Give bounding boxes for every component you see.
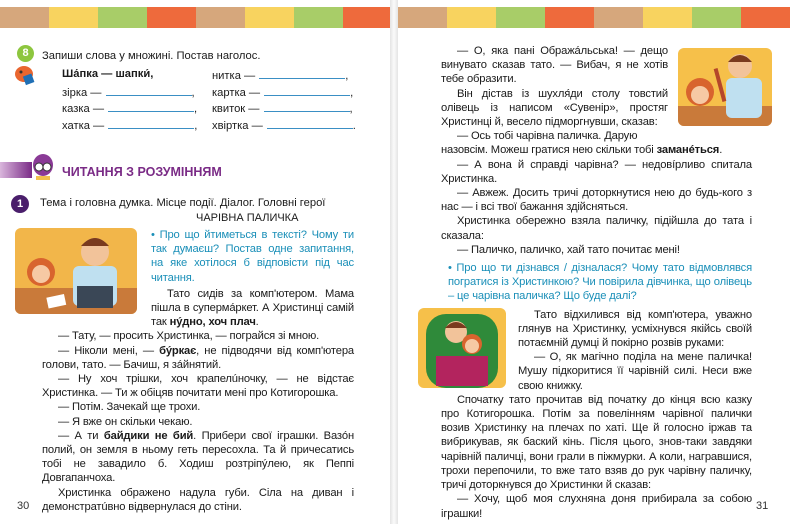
answer-blank[interactable] bbox=[264, 101, 350, 112]
stripe-block bbox=[245, 7, 294, 28]
answer-blank[interactable] bbox=[264, 85, 350, 96]
stripe-block bbox=[545, 7, 594, 28]
stripe-block bbox=[196, 7, 245, 28]
story-flow-right bbox=[441, 44, 752, 521]
text-segment: Тато відхилився від комп'ютера, уважно глянув на Христинку, усміхнувся якійсь своїй потаємній думці й покірно розвів руками: bbox=[518, 308, 752, 350]
word: казка — bbox=[62, 103, 105, 116]
stripe-block bbox=[343, 7, 390, 28]
paragraph bbox=[42, 486, 354, 514]
word: квиток — bbox=[212, 103, 260, 116]
exercise-row bbox=[62, 85, 195, 99]
stripe-block bbox=[294, 7, 343, 28]
owl-icon bbox=[30, 152, 56, 182]
stripe-block bbox=[447, 7, 496, 28]
exercise-row bbox=[212, 101, 353, 115]
punctuation: , bbox=[350, 86, 354, 99]
text-segment: — Авжеж. Досить тричі доторкнутися нею до будь-кого з нас — і всі твої бажання здійсняться. bbox=[441, 187, 752, 214]
page-30 bbox=[0, 0, 390, 524]
story-flow-left bbox=[42, 228, 354, 514]
punctuation: . bbox=[352, 119, 356, 132]
illustration-dad-at-computer bbox=[15, 228, 137, 314]
paragraph bbox=[441, 158, 752, 186]
exercise-instruction: Запиши слова у множині. Постав наголос. bbox=[42, 50, 261, 62]
paragraph bbox=[441, 129, 752, 143]
punctuation: , bbox=[345, 70, 349, 82]
text-segment: — А вона й справді чарівна? — недовíрливо спитала Христинка. bbox=[441, 158, 752, 185]
text-segment: — Паличко, паличко, хай тато почитає мені! bbox=[457, 243, 680, 256]
text-segment: — Потім. Зачекай ще трохи. bbox=[58, 401, 201, 414]
text-segment: — Тату, — просить Христинка, — пограйся зі мною. bbox=[58, 330, 320, 343]
paragraph bbox=[441, 214, 752, 242]
stripe-block bbox=[692, 7, 741, 28]
punctuation: , bbox=[194, 103, 198, 116]
bold-phrase: байдики не бий bbox=[103, 429, 194, 442]
post-reading-question bbox=[448, 261, 752, 304]
story-text-bottom bbox=[441, 393, 752, 521]
bullet-icon: • bbox=[448, 262, 457, 275]
text-segment: Тато сидів за комп'ютером. Мама пішла в супермáркет. А Христинці самій так bbox=[151, 287, 354, 329]
task-number-badge: 1 bbox=[11, 195, 29, 213]
stripe-block bbox=[98, 7, 147, 28]
section-title: ЧИТАННЯ З РОЗУМІННЯМ bbox=[62, 165, 222, 179]
question-text: Про що йтиметься в тексті? Чому ти так думаєш? Постав одне запитання, на яке хотілося б відповісти під час читання. bbox=[151, 229, 354, 284]
stripe-block bbox=[398, 7, 447, 28]
answer-blank[interactable] bbox=[259, 68, 345, 79]
word: картка — bbox=[212, 86, 261, 99]
illustration-dad-reading-book bbox=[418, 308, 506, 388]
answer-blank[interactable] bbox=[267, 118, 353, 129]
illustration-dad-gives-pencil bbox=[678, 48, 772, 126]
paragraph bbox=[42, 415, 354, 429]
example-answer: Ша́пка — шапки́, bbox=[62, 68, 154, 80]
exercise-row bbox=[62, 118, 197, 132]
text-segment: — Я вже он скільки чекаю. bbox=[58, 415, 193, 428]
stripe-block bbox=[594, 7, 643, 28]
text-segment: — А ти bbox=[58, 429, 104, 442]
punctuation: , bbox=[194, 119, 198, 132]
task-description: Тема і головна думка. Місце події. Діалог. Головні герої bbox=[40, 197, 326, 209]
bold-phrase: заманéться bbox=[656, 144, 720, 157]
answer-blank[interactable] bbox=[106, 85, 192, 96]
stripe-block bbox=[496, 7, 545, 28]
story-text-middle bbox=[441, 143, 752, 257]
paragraph bbox=[441, 393, 752, 492]
paragraph bbox=[42, 344, 354, 372]
mascot-icon bbox=[14, 63, 36, 87]
exercise-row bbox=[62, 101, 197, 115]
answer-blank[interactable] bbox=[108, 101, 194, 112]
text-segment: , не підводячи від комп'ютера голови, тато. — Бачиш, я зáйнятий. bbox=[42, 344, 354, 371]
word: хвіртка — bbox=[212, 119, 263, 132]
bullet-icon: • bbox=[151, 229, 160, 241]
color-stripe bbox=[398, 7, 790, 28]
paragraph bbox=[441, 492, 752, 520]
exercise-row bbox=[212, 85, 353, 99]
punctuation: , bbox=[191, 86, 195, 99]
story-text-left bbox=[42, 329, 354, 514]
bold-phrase: нýдно, хоч плач bbox=[169, 316, 256, 329]
punctuation: , bbox=[349, 103, 353, 116]
paragraph bbox=[42, 400, 354, 414]
answer-blank[interactable] bbox=[108, 118, 194, 129]
text-segment: — Хочу, щоб моя слухняна доня прибирала за собою іграшки! bbox=[441, 493, 752, 520]
paragraph bbox=[42, 372, 354, 400]
paragraph bbox=[42, 329, 354, 343]
exercise-row bbox=[212, 68, 348, 82]
text-segment: Він дістав із шухля́ди столу товстий олівець із написом «Сувенір», простяг Христинці й, весело підморгнувши, сказав: bbox=[441, 87, 668, 129]
page-number: 31 bbox=[756, 500, 769, 512]
text-segment: — О, як магічно поділа на мене паличка! Мушу підкоритися її чарівній силі. Неси вже свою книжку. bbox=[518, 351, 752, 392]
word: зірка — bbox=[62, 86, 102, 99]
bold-phrase: бýркає bbox=[159, 344, 197, 357]
text-segment: назовсім. Можеш гратися нею скільки тобі bbox=[441, 144, 657, 157]
text-segment: . bbox=[255, 316, 259, 329]
word: нитка — bbox=[212, 70, 256, 82]
stripe-block bbox=[49, 7, 98, 28]
text-segment: . Прибери свої іграшки. Вазóн полий, он земля в ньому геть пересохла. Та й причесатись тобі не завадило б. Ходиш розтріпýлею, як Пеппі Довгапанчоха. bbox=[42, 429, 354, 485]
paragraph bbox=[441, 186, 752, 214]
text-segment: . bbox=[719, 144, 723, 157]
paragraph bbox=[42, 429, 354, 486]
text-segment: — О, яка пані Ображáльська! — дещо винувато сказав тато. — Вибач, я не хотів тебе образити. bbox=[441, 45, 668, 86]
page-number: 30 bbox=[17, 500, 30, 512]
stripe-block bbox=[0, 7, 49, 28]
text-segment: Спочатку тато прочитав від початку до кінця всю казку про Котигорошка. Потім за повелінням чарівної палички возив Христинку на плечах по хаті. Ще й голосно іржав та вибрикував, як баский кінь. Після цього, знов-таки завдяки чарівній паличці, вони грали в піжмурки. А коли, награвшися, трохи перепочили, то вже тато взяв до рук чарівну паличку, тричі доторкнувся до Христинки й сказав: bbox=[441, 393, 752, 492]
section-bar bbox=[0, 162, 32, 178]
text-segment: — Ну хоч трішки, хоч крапелúночку, — не відстає Христинка. — Ти ж обіцяв почитати мені про Котигорошка. bbox=[42, 373, 354, 400]
word: хатка — bbox=[62, 119, 105, 132]
book-gutter bbox=[390, 0, 398, 524]
exercise-row bbox=[212, 118, 356, 132]
text-segment: Христинка ображено надула губи. Сіла на диван і демонстратúвно відвернулася до стіни. bbox=[42, 486, 354, 513]
paragraph bbox=[441, 143, 752, 157]
question-text: Про що ти дізнався / дізналася? Чому тато відмовлявся погратися із Христинкою? Чи повірила дівчинка, що олівець – це чарівна паличка? Що буде далі? bbox=[448, 262, 752, 303]
text-segment: Христинка обережно взяла паличку, підійшла до тата і сказала: bbox=[441, 215, 752, 242]
text-segment: — Ось тобі чарівна паличка. Дарую bbox=[457, 130, 638, 143]
story-title: ЧАРІВНА ПАЛИЧКА bbox=[196, 212, 299, 224]
paragraph bbox=[441, 243, 752, 257]
color-stripe bbox=[0, 7, 390, 28]
stripe-block bbox=[643, 7, 692, 28]
stripe-block bbox=[741, 7, 790, 28]
exercise-number-badge: 8 bbox=[17, 45, 34, 62]
page-31 bbox=[398, 0, 797, 524]
text-segment: — Ніколи мені, — bbox=[58, 344, 160, 357]
stripe-block bbox=[147, 7, 196, 28]
